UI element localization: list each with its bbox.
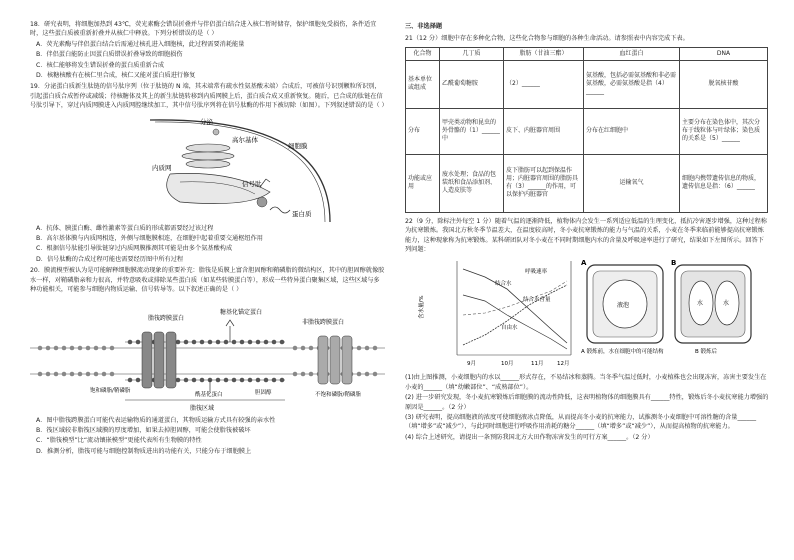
cell-a-diagram	[581, 259, 664, 355]
series-label: 结合水	[495, 281, 512, 288]
label-saturated: 饱和磷脂/鞘磷脂	[90, 387, 131, 394]
table-row	[406, 108, 768, 154]
table-cell: 废水处理；食品的包装纸和食品添加剂、人造皮肤等	[440, 154, 504, 212]
table-header: 几丁质	[440, 47, 504, 60]
vesicle-shape	[213, 129, 219, 135]
table-cell[interactable]: （2）______	[504, 60, 584, 108]
table-cell[interactable]: 细胞内携带遗传信息的物质，遗传信息是指：（6）______	[680, 154, 768, 212]
series-label: 结合水含量	[523, 297, 551, 304]
table-cell[interactable]: 氨基酸，包括必需氨基酸和非必需氨基酸，必需氨基酸是指（4）______	[584, 60, 680, 108]
series-respiration	[463, 295, 567, 349]
table-cell[interactable]: 主要分布在染色体中，其次分布于线粒体与叶绿体；染色质的关系是（5）______	[680, 108, 768, 154]
ribosome-shape	[257, 197, 267, 207]
label-raft-protein: 脂筏跨膜蛋白	[148, 314, 185, 322]
table-row	[406, 154, 768, 212]
er-shape	[167, 173, 270, 203]
table-header-row	[406, 47, 768, 60]
q22-sub-3[interactable]: (3) 研究表明，提高细胞液的浓度可使细胞液冰点降低，从而提高冬小麦的抗寒能力，试推测冬小麦细胞中可溶性糖的含量______（填“增多”或“减少”），与此同时细胞进行呼吸作用消耗的糖分______（填“增多”或“减少”），从而提高植物的抗寒能力。	[405, 414, 757, 431]
protein-chain-shape	[270, 207, 290, 213]
x-tick: 9月	[467, 361, 476, 368]
label-membrane: 细胞膜	[288, 141, 308, 150]
cell-a-inner: 液泡	[617, 302, 630, 310]
q19-option-a[interactable]: A．抗体、胰蛋白酶、雌性激素等蛋白质的形成都需要经过该过程	[36, 224, 214, 232]
label-er: 内质网	[152, 163, 172, 172]
compound-table	[405, 47, 768, 213]
q18-option-b[interactable]: B．伴侣蛋白能防止因蛋白质错误折叠导致的细胞损伤	[36, 51, 183, 59]
table-cell: 功能或应用	[406, 154, 440, 212]
label-protein: 蛋白质	[292, 209, 312, 218]
q22-sub-1[interactable]: (1)由上图推测，小麦细胞内的水以______形式存在，不易结冰和蒸腾。当冬季气温过低时，小麦植株也会出现冻害，冻害主要发生在小麦的______（填“幼嫩部位”、“成熟部位”）。	[405, 374, 767, 391]
series-bound-water	[463, 285, 567, 345]
table-row	[406, 60, 768, 108]
q18-stem: 18．研究表明，将细胞加热到 43℃，荧光素酶会错误折叠并与伴侣蛋白结合进入核仁暂时储存，保护细胞免受损伤，条件适宜时，这些蛋白质被重新折叠并从核仁中释放。下列分析错误的是（ ）	[30, 21, 377, 38]
q20-option-b[interactable]: B．筏区域较非脂筏区域膜的厚度增加，如果去掉胆固醇，可能会使脂筏被破坏	[36, 426, 251, 434]
q19-option-b[interactable]: B．高尔基体膜与内质网相连，外侧与细胞膜相连，在细胞中起着重要交通枢纽作用	[36, 235, 263, 243]
series-free-water	[463, 269, 567, 343]
right-column	[405, 20, 770, 443]
table-cell: 分布在红细胞中	[584, 108, 680, 154]
q20-stem: 20．膜流模型被认为是可能解释细胞膜流动现象的重要补充：脂筏是质膜上富含胆固醇和鞘磷脂的微结构区，其中的胆固醇就像胶水一样，对鞘磷脂亲和力很高，并特意吸收或排除某些蛋白质（如某些转膜蛋白等），形成一些特异蛋白聚集区域，这些区域与多种功能相关，可能参与细胞内物质运输、信号转导等。以下叙述正确的是（ ）	[30, 267, 385, 294]
chart-ylabel: 含水量/%	[419, 295, 425, 320]
q21-stem: 21（12 分）细胞中存在多种化合物，这些化合物参与细胞的各种生命活动。请参照表中内容完成下表。	[405, 35, 689, 43]
q22-stem: 22（9 分，除标注外每空 1 分）随着气温的逐渐降低，植物体内会发生一系列适应低温的生理变化，抵抗冷害逐步增强，这种过程称为抗寒锻炼。我国北方秋冬季节温差大，在温度较高时，冬小麦抗寒锻炼的能力与气温的关系，小麦在冬季来临前能够提高抗寒锻炼能力，这种现象称为抗寒锻炼。某科研团队对冬小麦在不同时期细胞内水的含量及呼吸速率进行了研究，结果如下左图所示。回答下列问题：	[405, 217, 767, 254]
label-nonraft-protein: 非脂筏跨膜蛋白	[302, 318, 345, 326]
series-label: 呼吸速率	[525, 269, 548, 276]
table-cell: 分布	[406, 108, 440, 154]
table-cell: 乙酰葡萄糖胺	[440, 60, 504, 108]
cell-b-label: B	[671, 259, 677, 268]
cell-b-inner-1: 水	[697, 300, 704, 308]
cell-a-label: A	[581, 259, 587, 268]
q19-option-d[interactable]: D．信号肽酶的合成过程可能也需要经历图中所有过程	[36, 255, 184, 263]
table-header: 血红蛋白	[584, 47, 680, 60]
q18-option-d[interactable]: D．核糖核酸有在核仁里合成，核仁又能对蛋白质进行修复	[36, 72, 196, 80]
label-acyl: 酰基化蛋白	[195, 391, 223, 398]
glyco-anchor-shape	[226, 320, 234, 342]
q18-option-c[interactable]: C．核仁能够将发生错误折叠的蛋白质重新合成	[36, 61, 165, 69]
series-label: 自由水	[501, 325, 518, 332]
q22-sub-2[interactable]: (2) 进一步研究发现，冬小麦抗寒锻炼后细胞膜的流动性降低，这表明植物体的细胞膜具有______特性，锻炼后冬小麦抗寒能力增强的原因是______。（2 分）	[405, 394, 769, 411]
water-content-chart	[417, 261, 571, 367]
q22-sub-4[interactable]: (4) 综合上述研究，请提出一条预防我国北方大田作物冻害发生的可行方案______。（2 分）	[405, 433, 654, 441]
table-cell: 脱氧核苷酸	[680, 60, 768, 108]
label-glyco-protein: 糖基化锚定蛋白	[220, 308, 263, 316]
series-bound-water-content	[463, 281, 567, 315]
cell-b-caption: B 锻炼后	[695, 349, 718, 356]
q22-figure	[405, 255, 770, 373]
lipid-raft-diagram	[30, 296, 385, 416]
q22-figures-svg	[405, 255, 770, 373]
label-secrete: 分泌	[200, 117, 213, 126]
x-tick: 12月	[557, 361, 570, 368]
q20-option-d[interactable]: D．推测分析，脂筏可能与细胞控制物质进出的功能有关，只能分布于细胞膜上	[36, 447, 252, 455]
q19-figure	[30, 112, 385, 224]
golgi-shape	[186, 144, 230, 152]
q19-option-c[interactable]: C．根据信号肽能引导肽链穿过内质网膜推测其可能是由多个氨基酸构成	[36, 245, 233, 253]
x-tick: 11月	[531, 361, 544, 368]
nonraft-protein-shape	[318, 336, 328, 384]
label-lipid-region: 脂筏区域	[190, 404, 215, 412]
label-unsaturated: 不饱和磷脂/鞘磷脂	[315, 391, 361, 398]
raft-protein-shape	[142, 332, 152, 388]
table-cell[interactable]: 皮下脂肪可以起到保温作用；内脏器官周围的脂肪具有（3）______的作用，可以保护内脏器官	[504, 154, 584, 212]
q18-option-a[interactable]: A．荧光素酶与伴侣蛋白结合后需通过核孔进入细胞核，此过程需要消耗能量	[36, 40, 245, 48]
x-tick: 10月	[501, 361, 514, 368]
q20-figure	[30, 296, 385, 416]
table-cell[interactable]: 甲壳类动物和昆虫的外骨骼的（1）______中	[440, 108, 504, 154]
table-cell: 基本单位或组成	[406, 60, 440, 108]
label-signal: 信号肽	[242, 179, 262, 188]
table-header: 化合物	[406, 47, 440, 60]
q20-option-c[interactable]: C．“脂筏模型”比“流动镶嵌模型”更能代表所有生物膜的特性	[36, 437, 202, 445]
table-cell: 运输氧气	[584, 154, 680, 212]
q20-option-a[interactable]: A．图中脂筏跨膜蛋白可能代表运输物质的通道蛋白，其物质运输方式具有较强的亲水性	[36, 416, 276, 424]
table-header: DNA	[680, 47, 768, 60]
left-column	[30, 20, 388, 457]
table-cell: 皮下、内脏器官周围	[504, 108, 584, 154]
label-cholesterol: 胆固醇	[255, 389, 272, 396]
label-golgi: 高尔基体	[232, 135, 258, 144]
cell-b-inner-2: 水	[723, 300, 730, 308]
signal-peptide-diagram	[30, 112, 385, 224]
section-title: 三、非选择题	[405, 23, 443, 30]
cell-a-caption: A 锻炼前，水在细胞中的可能结构	[581, 349, 664, 356]
q19-stem: 19．分泌蛋白质新生肽链的信号肽序列（位于肽链的 N 端，其末端常有疏水性氨基酸末端）合成后，可被信号识别颗粒所识别，引起蛋白质合成暂停或减缓；待核糖体及其上的新生肽链转移到内质网膜上后，蛋白质合成又重新恢复。随后，已合成的肽链在信号肽引导下，穿过内质网膜进入内质网腔继续加工，其中信号肽序列将在信号肽酶的作用下被切除（如图）。下列叙述错误的是（ ）	[30, 83, 388, 110]
table-header: 脂肪（甘油三酯）	[504, 47, 584, 60]
cell-b-diagram	[671, 259, 751, 355]
